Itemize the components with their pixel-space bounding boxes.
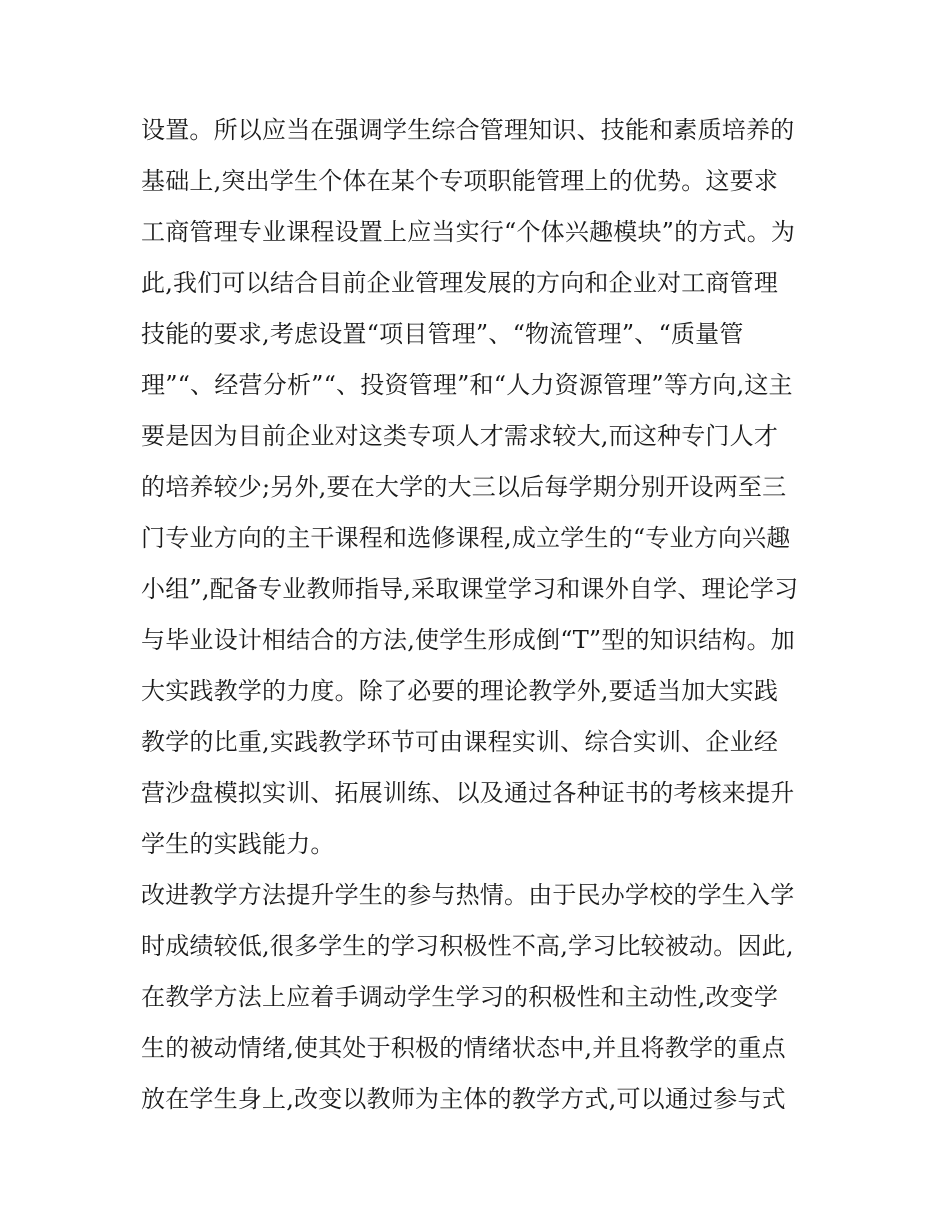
text-line: 工商管理专业课程设置上应当实行“个体兴趣模块”的方式。为	[141, 218, 796, 246]
text-line: 的培养较少;另外,要在大学的大三以后每学期分别开设两至三	[141, 473, 787, 501]
text-line: 生的被动情绪,使其处于积极的情绪状态中,并且将教学的重点	[141, 1034, 786, 1062]
text-line: 设置。所以应当在强调学生综合管理知识、技能和素质培养的	[141, 116, 795, 144]
text-line: 时成绩较低,很多学生的学习积极性不高,学习比较被动。因此,	[141, 932, 794, 960]
text-line: 放在学生身上,改变以教师为主体的教学方式,可以通过参与式	[141, 1085, 786, 1113]
text-line: 此,我们可以结合目前企业管理发展的方向和企业对工商管理	[141, 269, 779, 297]
text-line: 要是因为目前企业对这类专项人才需求较大,而这种专门人才	[141, 422, 779, 450]
text-line: 教学的比重,实践教学环节可由课程实训、综合实训、企业经	[141, 728, 779, 756]
body-text	[141, 105, 821, 1125]
text-line: 在教学方法上应着手调动学生学习的积极性和主动性,改变学	[141, 983, 779, 1011]
text-line: 学生的实践能力。	[141, 830, 335, 858]
text-line: 大实践教学的力度。除了必要的理论教学外,要适当加大实践	[141, 677, 779, 705]
text-line: 营沙盘模拟实训、拓展训练、以及通过各种证书的考核来提升	[141, 779, 795, 807]
text-line: 技能的要求,考虑设置“项目管理”、“物流管理”、“质量管	[141, 320, 744, 348]
text-line: 与毕业设计相结合的方法,使学生形成倒“T”型的知识结构。加	[141, 626, 795, 654]
text-line: 理”“、经营分析”“、投资管理”和“人力资源管理”等方向,这主	[141, 371, 793, 399]
text-line: 小组”,配备专业教师指导,采取课堂学习和课外自学、理论学习	[141, 575, 799, 603]
text-line: 门专业方向的主干课程和选修课程,成立学生的“专业方向兴趣	[141, 524, 791, 552]
text-line: 基础上,突出学生个体在某个专项职能管理上的优势。这要求	[141, 167, 779, 195]
text-line: 改进教学方法提升学生的参与热情。由于民办学校的学生入学	[141, 881, 795, 909]
